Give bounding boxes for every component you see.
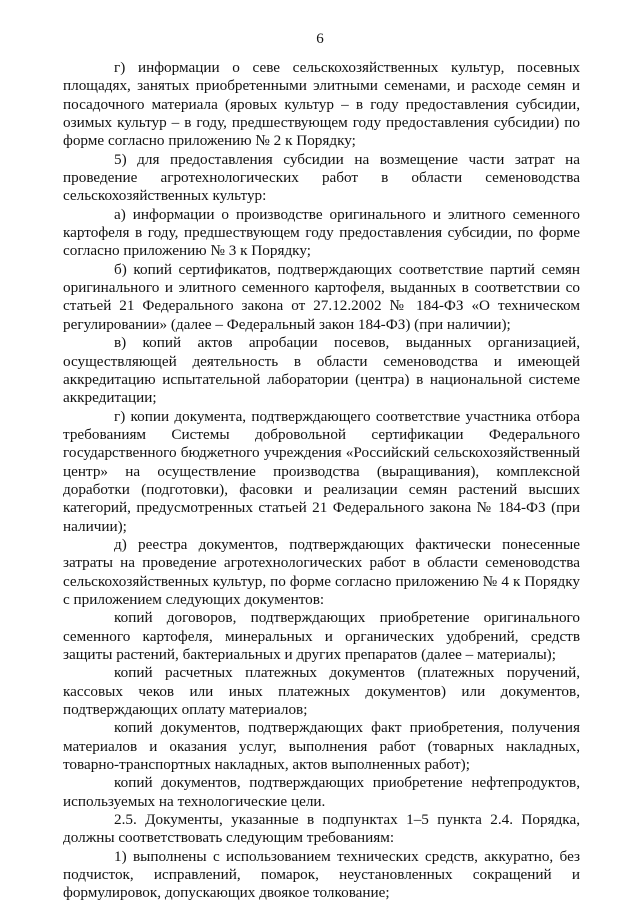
paragraph-potato-production-info: а) информации о производстве оригинального и элитного семенного картофеля в году, предшествующем году предоставления субсидии, по форме согласно приложению № 3 к Порядку; [63,205,580,260]
paragraph-section-2-5: 2.5. Документы, указанные в подпунктах 1–5 пункта 2.4. Порядка, должны соответствовать следующим требованиям: [63,811,580,847]
paragraph-expense-register: д) реестра документов, подтверждающих фактически понесенные затраты на проведение агротехнологических работ в области семеноводства сельскохозяйственных культур, по форме согласно приложению № 4 к Порядку с приложением следующих документов: [63,535,580,608]
paragraph-item-5: 5) для предоставления субсидии на возмещение части затрат на проведение агротехнологических работ в области семеноводства сельскохозяйственных культур: [63,150,580,205]
paragraph-sowing-info: г) информации о севе сельскохозяйственных культур, посевных площадях, занятых приобретенными элитными семенами, и расходе семян и посадочного материала (яровых культур – в году предоставления субсидии, озимых культур – в году, предшествующем году предоставления субсидии) по форме согласно приложению № 2 к Порядку; [63,59,580,150]
document-body [63,59,580,903]
paragraph-requirement-1: 1) выполнены с использованием технических средств, аккуратно, без подчисток, исправлений, помарок, неустановленных сокращений и формулировок, допускающих двоякое толкование; [63,847,580,902]
paragraph-certificates: б) копий сертификатов, подтверждающих соответствие партий семян оригинального и элитного семенного картофеля, выданных в соответствии со статьей 21 Федерального закона от 27.12.2002 № 184-ФЗ «О техническом регулировании» (далее – Федеральный закон 184-ФЗ) (при наличии); [63,260,580,333]
page-number: 6 [316,31,324,47]
paragraph-compliance-document: г) копии документа, подтверждающего соответствие участника отбора требованиям Системы добровольной сертификации Федерального государственного бюджетного учреждения «Российский сельскохозяйственный центр» на осуществление производства (выращивания), комплексной доработки (подготовки), фасовки и реализации семян растений высших категорий, предусмотренных статьей 21 Федерального закона № 184-ФЗ (при наличии); [63,407,580,535]
paragraph-fuel-documents: копий документов, подтверждающих приобретение нефтепродуктов, используемых на технологические цели. [63,774,580,810]
paragraph-payment-documents: копий расчетных платежных документов (платежных поручений, кассовых чеков или иных платежных документов) или документов, подтверждающих оплату материалов; [63,664,580,719]
paragraph-approbation-acts: в) копий актов апробации посевов, выданных организацией, осуществляющей деятельность в области семеноводства и имеющей аккредитацию испытательной лаборатории (центра) в национальной системе аккредитации; [63,334,580,407]
paragraph-acquisition-documents: копий документов, подтверждающих факт приобретения, получения материалов и оказания услуг, выполнения работ (товарных накладных, товарно-транспортных накладных, актов выполненных работ); [63,719,580,774]
paragraph-contracts: копий договоров, подтверждающих приобретение оригинального семенного картофеля, минеральных и органических удобрений, средств защиты растений, бактериальных и других препаратов (далее – материалы); [63,609,580,663]
